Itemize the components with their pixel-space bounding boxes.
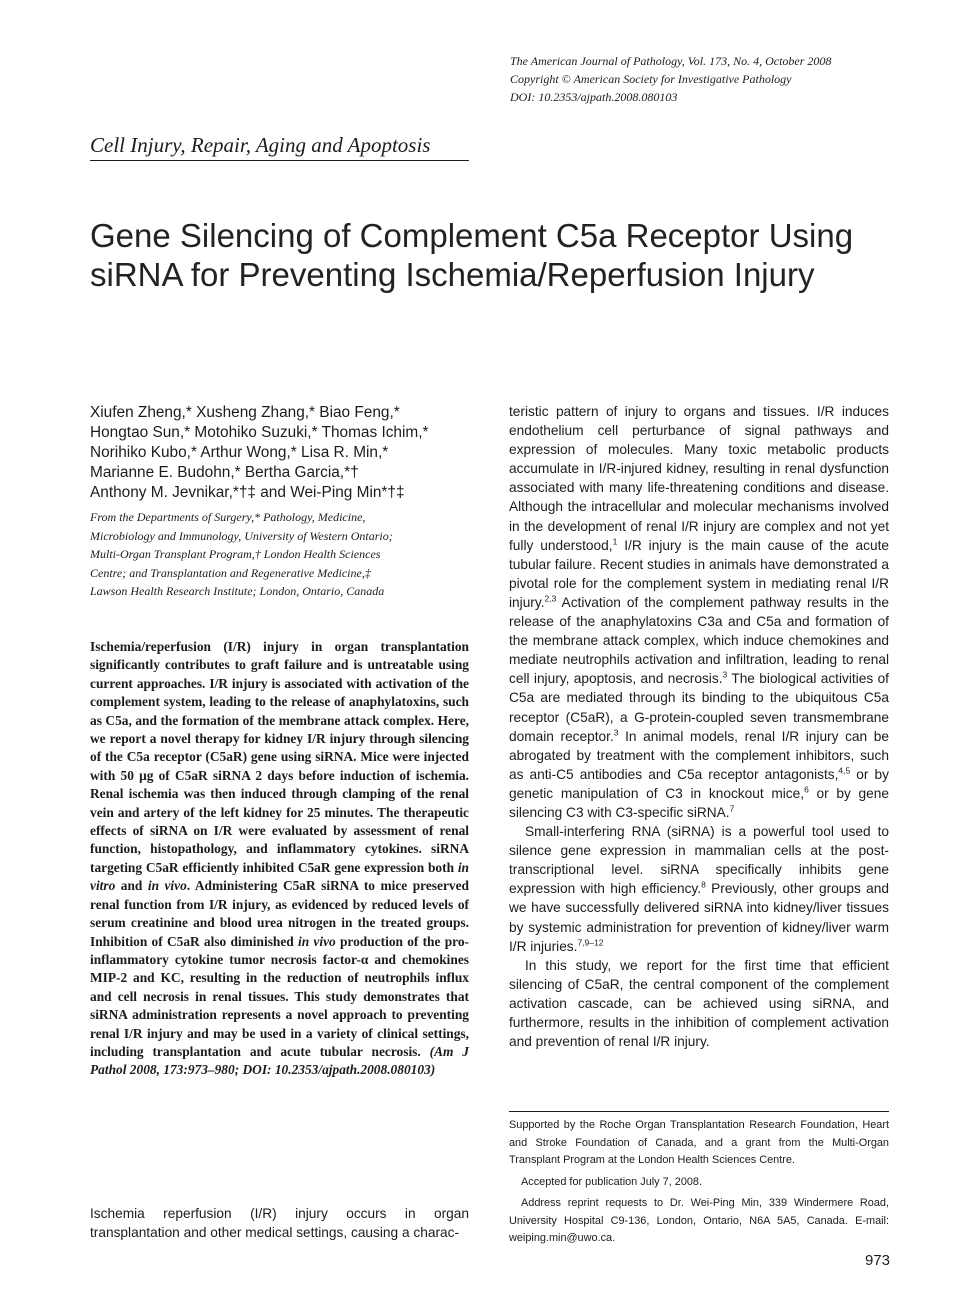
author-list [90, 403, 480, 503]
affiliation-line: Centre; and Transplantation and Regenerative Medicine,‡ [90, 565, 371, 580]
body-text: In animal models, renal I/R injury can be abrogated by treatment with the complement inhibitors, such as anti-C5 antibodies and C5a receptor antagonists, [509, 728, 889, 782]
body-text: Small-interfering RNA (siRNA) is a powerful tool used to silence gene expression in mammalian cells at the post-transcriptional level. siRNA specifically inhibits gene expression with high efficiency. [509, 824, 889, 897]
section-heading: Cell Injury, Repair, Aging and Apoptosis [90, 133, 431, 157]
reference-citation[interactable]: 2,3 [544, 593, 557, 604]
journal-doi: DOI: 10.2353/ajpath.2008.080103 [510, 90, 678, 104]
article-title [90, 216, 910, 294]
reference-citation[interactable]: 7 [729, 803, 735, 814]
abstract-italic: in vitro [90, 859, 469, 894]
body-paragraph: In this study, we report for the first time that efficient silencing of C5aR, the central component of the complement activation cascade, can be achieved using siRNA, and furthermore, results in the inhibition of complement activation and prevention of renal I/R injury. [509, 957, 889, 1050]
body-text: or by gene silencing C3 with C3-specific siRNA. [509, 785, 890, 820]
footnote-accepted: Accepted for publication July 7, 2008. [521, 1175, 703, 1188]
body-text: The biological activities of C5a are mediated through its binding to the ubiquitous C5a receptor (C5aR), a G-protein-coupled seven transmembrane domain receptor. [509, 671, 889, 744]
affiliation-line: Lawson Health Research Institute; London, Ontario, Canada [90, 584, 385, 599]
affiliations [90, 508, 480, 601]
abstract-text: Ischemia/reperfusion (I/R) injury in organ transplantation significantly contributes to graft failure and is untreatable using current approaches. I/R injury is associated with activation of the complement system, leading to the release of anaphylatoxins, such as C5a, and the formation of the membrane attack complex. Here, we report a novel therapy for kidney I/R injury through silencing of the C5a receptor (C5aR) gene using siRNA. Mice were injected with 50 μg of C5aR siRNA 2 days before induction of ischemia. Renal ischemia was then induced through clamping of the renal vein and artery of the left kidney for 25 minutes. The therapeutic effects of siRNA on I/R were evaluated by assessment of renal function, histopathology, and inflammatory cytokines. siRNA targeting C5aR efficiently inhibited C5aR gene expression both [90, 639, 469, 875]
abstract-italic: in vivo [298, 933, 336, 949]
journal-citation: The American Journal of Pathology, Vol. 173, No. 4, October 2008 [510, 54, 832, 68]
introduction-left-column [90, 1204, 469, 1242]
author-line: Marianne E. Budohn,* Bertha Garcia,*† [90, 464, 359, 481]
author-line: Norihiko Kubo,* Arthur Wong,* Lisa R. Min,* [90, 444, 389, 461]
body-text: teristic pattern of injury to organs and tissues. I/R induces endothelium cell perturbance of signal pathways and expression of molecules. Many toxic metabolic products accumulate in I/R-injured kidney, resulting in renal dysfunction associated with many life-threatening conditions and disease. Although the intracellular and molecular mechanisms involved in the development of renal I/R injury are complex and not yet fully understood, [509, 404, 889, 553]
title-line-2: siRNA for Preventing Ischemia/Reperfusion Injury [90, 256, 815, 293]
footnote-reprint: Address reprint requests to Dr. Wei-Ping Min, 339 Windermere Road, University Hospital C9-136, London, Ontario, N6A 5A5, Canada. E-mail: weiping.min@uwo.ca. [509, 1197, 889, 1244]
footnote-support: Supported by the Roche Organ Transplantation Research Foundation, Heart and Stroke Foundation of Canada, and a grant from the Multi-Organ Transplant Program at the London Health Sciences Centre. [509, 1119, 889, 1166]
introduction-right-column [509, 402, 889, 1051]
abstract-text: and [115, 878, 148, 894]
affiliation-line: Microbiology and Immunology, University of Western Ontario; [90, 528, 393, 543]
reference-citation[interactable]: 3 [613, 727, 619, 738]
body-text: I/R injury is the main cause of the acute tubular failure. Recent studies in animals have demonstrated a pivotal role for the complement system in mediating renal I/R injury. [509, 537, 889, 610]
reference-citation[interactable]: 3 [722, 669, 728, 680]
abstract-text: . Administering C5aR siRNA to mice preserved renal function from I/R injury, as evidenced by reduced levels of serum creatinine and blood urea nitrogen in the treated groups. Inhibition of C5aR also diminished [90, 878, 469, 949]
abstract-paragraph [90, 638, 469, 1080]
page-number: 973 [864, 1252, 890, 1269]
body-paragraph: Ischemia reperfusion (I/R) injury occurs in organ transplantation and other medical settings, causing a charac- [90, 1206, 469, 1240]
footnotes [509, 1117, 889, 1252]
affiliation-line: From the Departments of Surgery,* Pathology, Medicine, [90, 510, 366, 524]
journal-header [510, 52, 930, 106]
reference-citation[interactable]: 4,5 [838, 765, 851, 776]
author-line: Xiufen Zheng,* Xusheng Zhang,* Biao Feng,* [90, 404, 400, 421]
reference-citation[interactable]: 1 [612, 536, 618, 547]
author-line: Hongtao Sun,* Motohiko Suzuki,* Thomas Ichim,* [90, 424, 429, 441]
author-line: Anthony M. Jevnikar,*†‡ and Wei-Ping Min*†‡ [90, 484, 405, 501]
journal-copyright: Copyright © American Society for Investigative Pathology [510, 72, 792, 86]
title-line-1: Gene Silencing of Complement C5a Receptor Using [90, 217, 854, 254]
body-text: or by genetic manipulation of C3 in knockout mice, [509, 766, 889, 801]
body-paragraph [509, 402, 889, 822]
body-paragraph [509, 822, 889, 956]
body-text: Previously, other groups and we have successfully delivered siRNA into kidney/liver tissues by systemic administration for prevention of kidney/liver warm I/R injuries. [509, 881, 889, 954]
reference-citation[interactable]: 7,9–12 [577, 937, 604, 948]
abstract-text: production of the pro-inflammatory cytokine tumor necrosis factor-α and chemokines MIP-2 and KC, resulting in the reduction of neutrophils influx and cell necrosis in renal tissues. This study demonstrates that siRNA administration represents a novel approach to preventing renal I/R injury and may be used in a variety of clinical settings, including transplantation and acute tubular necrosis. [90, 933, 469, 1059]
abstract-citation: (Am J Pathol 2008, 173:973–980; DOI: 10.2353/ajpath.2008.080103) [90, 1043, 469, 1078]
section-rule [90, 160, 469, 161]
affiliation-line: Multi-Organ Transplant Program,† London Health Sciences [90, 547, 381, 562]
footnote-rule [509, 1111, 889, 1112]
body-text: Activation of the complement pathway results in the release of the anaphylatoxins C3a and C5a and formation of the membrane attack complex, which induce chemokines and mediate neutrophils activation and infiltration, leading to renal cell injury, apoptosis, and necrosis. [509, 594, 889, 687]
abstract [90, 638, 469, 1080]
abstract-italic: in vivo [147, 878, 187, 894]
reference-citation[interactable]: 8 [701, 879, 706, 890]
reference-citation[interactable]: 6 [804, 784, 809, 795]
